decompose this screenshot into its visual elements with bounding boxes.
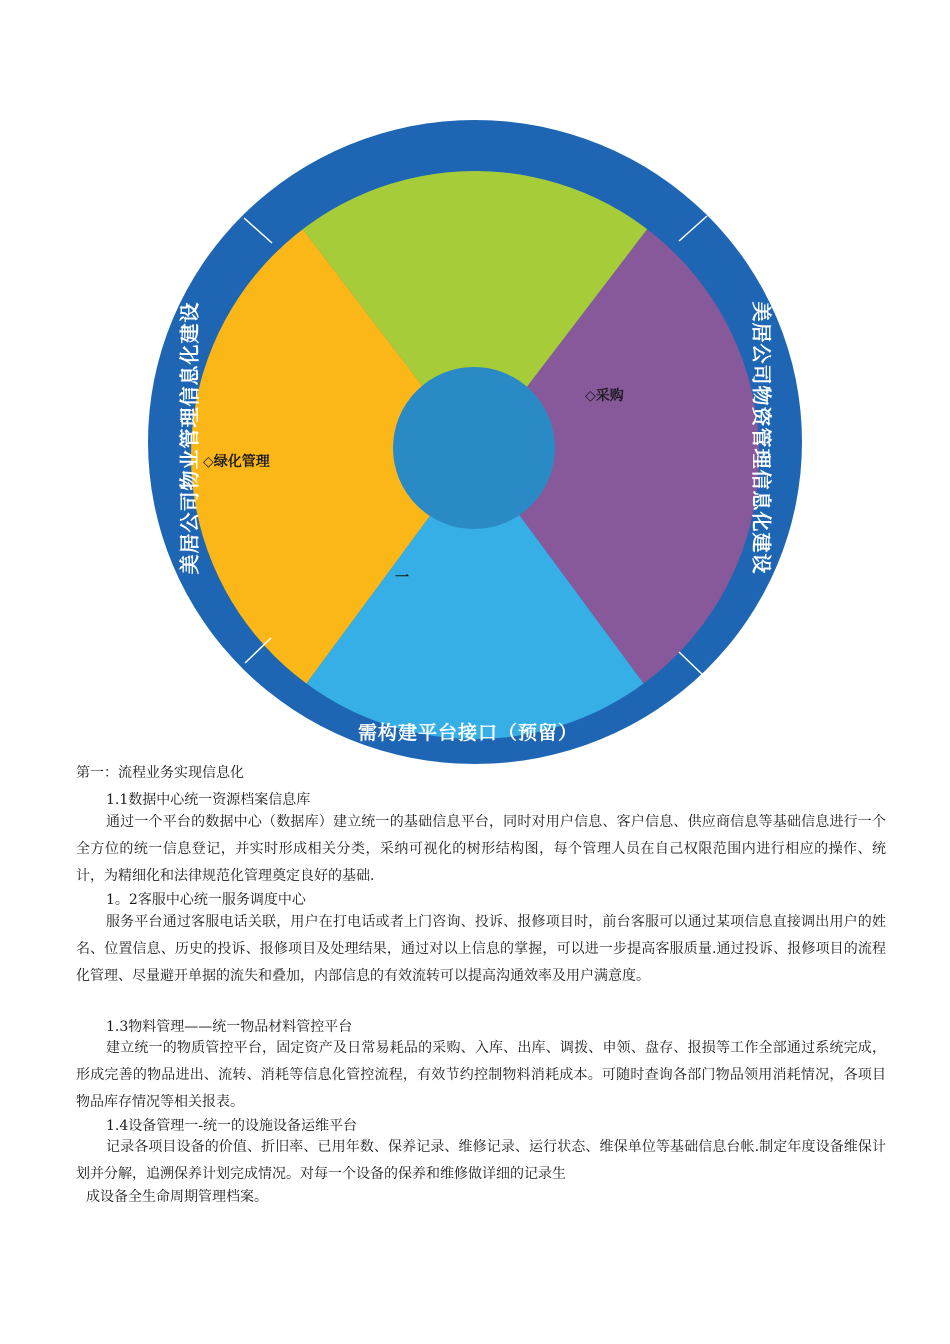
label-procurement: ◇采购 xyxy=(585,388,624,404)
paragraph-tail: 成设备全生命周期管理档案。 xyxy=(86,1189,268,1205)
subsection-title: 1.3物料管理——统一物品材料管控平台 xyxy=(106,1019,353,1035)
paragraph: 通过一个平台的数据中心（数据库）建立统一的基础信息平台，同时对用户信息、客户信息、供应商信息等基础信息进行一个全方位的统一信息登记，并实时形成相关分类，采纳可视化的树形结构图，每个管理人员在自己权限范围内进行相应的操作、统计，为精细化和法律规范化管理奠定良好的基础. xyxy=(76,814,886,884)
ring-label-right: 美居公司物资管理信息化建设 xyxy=(749,301,774,575)
label-greening: ◇绿化管理 xyxy=(203,454,270,470)
ring-label-top: 美居公司客服管理信息化建设 xyxy=(331,72,619,143)
label-bottom-fragment: 一 xyxy=(395,570,409,586)
paragraph: 建立统一的物质管控平台，固定资产及日常易耗品的采购、入库、出库、调拨、申领、盘存、报损等工作全部通过系统完成，形成完善的物品进出、流转、消耗等信息化管控流程，有效节约控制物料消耗成本。可随时查询各部门物品领用消耗情况，各项目物品库存情况等相关报表。 xyxy=(76,1040,886,1110)
subsection-title: 1.4设备管理一-统一的设施设备运维平台 xyxy=(106,1118,357,1134)
section-title: 第一：流程业务实现信息化 xyxy=(76,765,244,781)
subsection-title: 1。2客服中心统一服务调度中心 xyxy=(106,892,306,908)
ring-label-bottom: 需构建平台接口（预留） xyxy=(357,722,579,744)
center-circle xyxy=(393,367,555,529)
paragraph: 记录各项目设备的价值、折旧率、已用年数、保养记录、维修记录、运行状态、维保单位等基础信息台帐.制定年度设备维保计划并分解，追溯保养计划完成情况。对每一个设备的保养和维修做详细的记录生 xyxy=(76,1139,886,1182)
subsection-title: 1.1数据中心统一资源档案信息库 xyxy=(106,792,311,808)
paragraph: 服务平台通过客服电话关联，用户在打电话或者上门咨询、投诉、报修项目时，前台客服可以通过某项信息直接调出用户的姓名、位置信息、历史的投诉、报修项目及处理结果，通过对以上信息的掌握，可以进一步提高客服质量.通过投诉、报修项目的流程化管理、尽量避开单据的流失和叠加，内部信息的有效流转可以提高沟通效率及用户满意度。 xyxy=(76,914,886,984)
ring-label-left: 美居公司物业管理信息化建设 xyxy=(177,301,202,575)
